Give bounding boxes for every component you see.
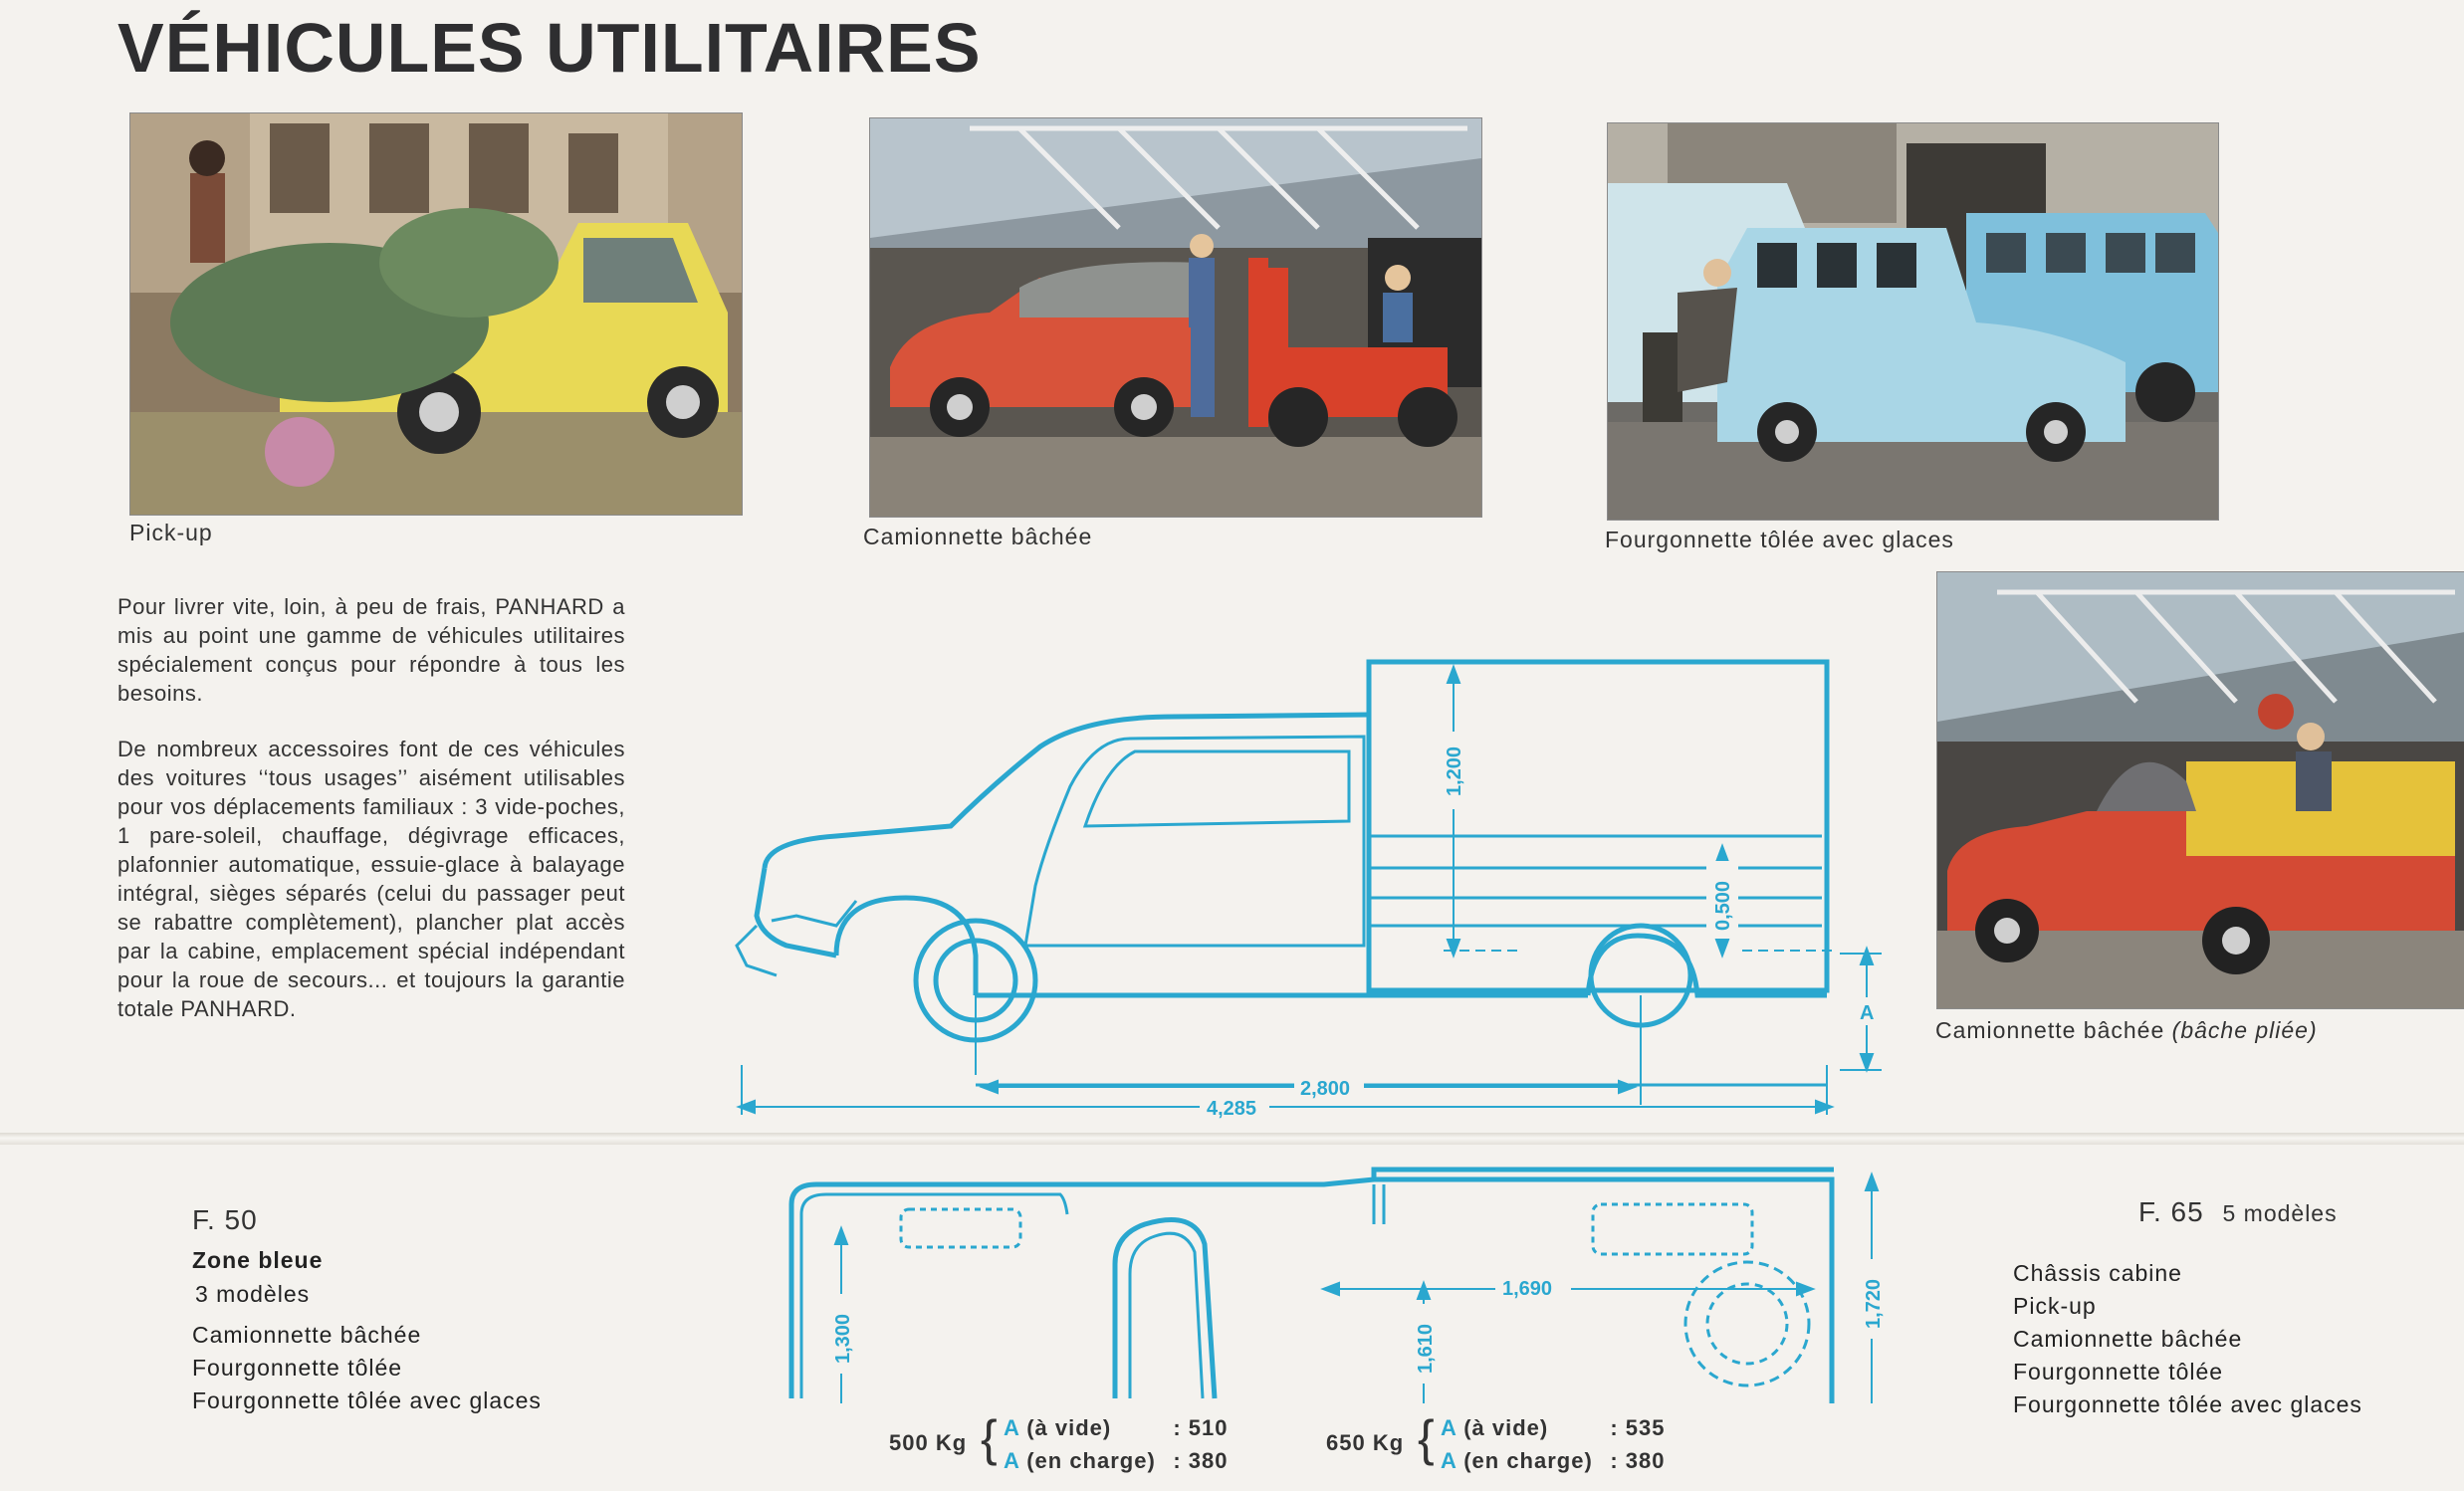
side-elevation-drawing [727, 637, 1882, 1135]
f65-brace: { [1418, 1410, 1435, 1466]
f50-model-name: F. 50 [192, 1204, 258, 1235]
f50-count: 3 modèles [195, 1281, 311, 1307]
f50-a-letter: A [1004, 1415, 1020, 1440]
fourgonnette-photo [1607, 122, 2219, 521]
bache-pliee-photo [1936, 571, 2464, 1009]
f50-a-empty-value: : 510 [1173, 1415, 1229, 1440]
f65-a-letter: A [1441, 1415, 1457, 1440]
dim-total-height-1: 1,610 [1415, 1323, 1437, 1374]
f50-model-item: Camionnette bâchée [192, 1322, 422, 1348]
dim-cab-height: 1,300 [832, 1313, 854, 1364]
bache-pliee-note: (bâche pliée) [2171, 1017, 2318, 1043]
f65-model-item: Châssis cabine [2013, 1260, 2182, 1286]
accessories-paragraph: De nombreux accessoires font de ces véhicules des voitures ‘‘tous usages’’ aisément utilisables pour vos déplacements familiaux : 3 vide-poches, 1 pare-soleil, chauffage, dégivrage efficaces, plafonnier automatique, essuie-glace à balayage intégral, sièges séparés (celui du passager peut se rabattre complètement), plancher plat accès par la cabine, emplacement spécial indépendant pour la roue de secours... et toujours la garantie totale PANHARD. [117, 737, 625, 1021]
f50-a-empty-row [1004, 1415, 1228, 1441]
f50-payload: 500 Kg [889, 1430, 968, 1455]
f65-payload: 650 Kg [1326, 1430, 1405, 1455]
intro-paragraph: Pour livrer vite, loin, à peu de frais, PANHARD a mis au point une gamme de véhicules utilitaires spécialement conçus pour répondre à tous les besoins. [117, 594, 625, 706]
f50-model-item: Fourgonnette tôlée [192, 1355, 403, 1381]
f65-model-name [2138, 1196, 2338, 1228]
dim-bed-length: 1,690 [1502, 1278, 1553, 1300]
f65-a-load-label: (en charge) [1463, 1448, 1593, 1473]
dim-wheelbase: 2,800 [1300, 1078, 1351, 1100]
f65-a-empty-row [1441, 1415, 1665, 1441]
f50-a-load-label: (en charge) [1026, 1448, 1156, 1473]
dim-floor-height: 0,500 [1712, 880, 1734, 931]
f65-name: F. 65 [2138, 1196, 2204, 1227]
bachee-photo [869, 117, 1482, 518]
dim-box-height: 1,200 [1444, 746, 1465, 796]
f50-brace: { [981, 1410, 998, 1466]
f65-model-item: Fourgonnette tôlée avec glaces [2013, 1391, 2362, 1417]
f65-a-empty-label: (à vide) [1463, 1415, 1549, 1440]
f65-model-item: Pick-up [2013, 1293, 2097, 1319]
f65-model-list [2013, 1257, 2362, 1421]
f65-a-load-value: : 380 [1610, 1448, 1666, 1473]
bache-pliee-caption [1935, 1017, 2318, 1044]
pickup-caption: Pick-up [129, 520, 213, 545]
dim-a-label: A [1860, 1002, 1875, 1024]
f50-zone: Zone bleue [192, 1247, 324, 1273]
f65-count: 5 modèles [2222, 1200, 2338, 1226]
section-drawing [727, 1165, 1902, 1403]
f50-a-letter: A [1004, 1448, 1020, 1473]
f50-a-empty-label: (à vide) [1026, 1415, 1112, 1440]
bache-pliee-caption-text: Camionnette bâchée [1935, 1017, 2165, 1043]
f50-a-load-row [1004, 1448, 1228, 1474]
f65-model-item: Fourgonnette tôlée [2013, 1359, 2224, 1384]
bachee-caption: Camionnette bâchée [863, 524, 1093, 549]
f50-model-list [192, 1319, 542, 1417]
dim-total-height-2: 1,720 [1863, 1278, 1885, 1329]
f65-model-item: Camionnette bâchée [2013, 1326, 2243, 1352]
fourgonnette-caption: Fourgonnette tôlée avec glaces [1605, 527, 1954, 552]
pickup-photo [129, 112, 743, 516]
dim-length: 4,285 [1207, 1098, 1257, 1120]
page-title: VÉHICULES UTILITAIRES [117, 9, 982, 87]
f65-a-letter: A [1441, 1448, 1457, 1473]
f50-model-item: Fourgonnette tôlée avec glaces [192, 1387, 542, 1413]
f65-a-empty-value: : 535 [1610, 1415, 1666, 1440]
f65-a-load-row [1441, 1448, 1665, 1474]
f50-a-load-value: : 380 [1173, 1448, 1229, 1473]
